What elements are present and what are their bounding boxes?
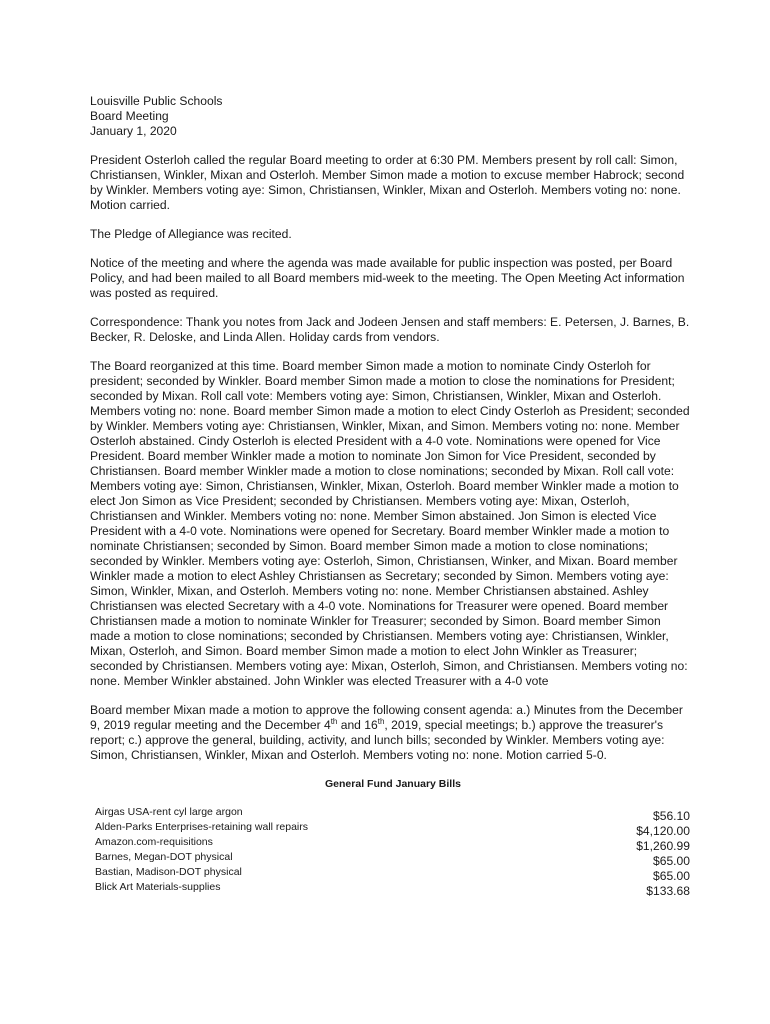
- paragraph-reorganization: The Board reorganized at this time. Board member Simon made a motion to nominate Cindy Osterloh for president; seconded by Winkler. Board member Simon made a motion to close the nominations for President; seconded by Mixan. Roll call vote: Members voting aye: Simon, Christiansen, Winkler, Mixan and Osterloh. Members voting no: none. Board member Simon made a motion to elect Cindy Osterloh as President; seconded by Winkler. Members voting aye: Christiansen, Winkler, Mixan, and Simon. Members voting no: none. Member Osterloh abstained. Cindy Osterloh is elected President with a 4-0 vote. Nominations were opened for Vice President. Board member Winkler made a motion to nominate Jon Simon for Vice President, seconded by Christiansen. Board member Winkler made a motion to close nominations; seconded by Mixan. Roll call vote: Members voting aye: Simon, Christiansen, Winkler, Mixan, Osterloh. Board member Winkler made a motion to elect Jon Simon as Vice President; seconded by Christiansen. Members voting aye: Mixan, Osterloh, Christiansen and Winkler. Members voting no: none. Member Simon abstained. Jon Simon is elected Vice President with a 4-0 vote. Nominations were opened for Secretary. Board member Winkler made a motion to nominate Christiansen; seconded by Simon. Board member Simon made a motion to close nominations; seconded by Winkler. Members voting aye: Osterloh, Simon, Christiansen, Winker, and Mixan. Board member Winkler made a motion to elect Ashley Christiansen as Secretary; seconded by Simon. Members voting aye: Simon, Winkler, Mixan, and Osterloh. Members voting no: none. Member Christiansen abstained. Ashley Christiansen was elected Secretary with a 4-0 vote. Nominations for Treasurer were opened. Board member Christiansen made a motion to nominate Winkler for Treasurer; seconded by Simon. Board member Simon made a motion to close nominations; seconded by Christiansen. Members voting aye: Christiansen, Winkler, Mixan, Osterloh, and Simon. Board member Simon made a motion to elect John Winkler as Treasurer; seconded by Christiansen. Members voting aye: Mixan, Osterloh, Simon, and Christiansen. Members voting no: none. Member Winkler abstained. John Winkler was elected Treasurer with a 4-0 vote: [90, 359, 690, 688]
- ordinal-suffix: th: [330, 716, 338, 726]
- consent-text-part3: , 2019, special meetings; b.) approve the treasurer's report; c.) approve the general, building, activity, and lunch bills; seconded by Winkler. Members voting aye: Simon, Christiansen, Winkler, Mixan and Osterloh. Members voting no: none. Motion carried 5-0.: [90, 718, 665, 762]
- bill-amount: $1,260.99: [636, 839, 690, 853]
- bill-vendor: Blick Art Materials-supplies: [95, 881, 221, 893]
- paragraph-notice: Notice of the meeting and where the agenda was made available for public inspection was posted, per Board Policy, and had been mailed to all Board members mid-week to the meeting. The Open Meeting Act information was posted as required.: [90, 256, 685, 300]
- paragraph-call-to-order: President Osterloh called the regular Board meeting to order at 6:30 PM. Members present by roll call: Simon, Christiansen, Winkler, Mixan and Osterloh. Member Simon made a motion to excuse member Habrock; second by Winkler. Members voting aye: Simon, Christiansen, Winkler, Mixan and Osterloh. Members voting no: none. Motion carried.: [90, 153, 685, 212]
- organization-name: Louisville Public Schools: [90, 94, 223, 108]
- bill-vendor: Alden-Parks Enterprises-retaining wall repairs: [95, 821, 309, 833]
- bill-amount: $133.68: [646, 884, 690, 898]
- meeting-type: Board Meeting: [90, 109, 169, 123]
- meeting-date: January 1, 2020: [90, 124, 177, 138]
- consent-text-part2: and 16: [337, 718, 378, 732]
- list-item: [95, 821, 690, 836]
- list-item: [95, 851, 690, 866]
- list-item: [95, 836, 690, 851]
- paragraph-correspondence: Correspondence: Thank you notes from Jack and Jodeen Jensen and staff members: E. Petersen, J. Barnes, B. Becker, R. Deloske, and Linda Allen. Holiday cards from vendors.: [90, 315, 690, 344]
- bill-amount: $65.00: [653, 869, 690, 883]
- bill-vendor: Barnes, Megan-DOT physical: [95, 851, 233, 863]
- list-item: [95, 881, 690, 896]
- bills-list: [90, 806, 690, 896]
- bill-vendor: Amazon.com-requisitions: [95, 836, 213, 848]
- ordinal-suffix: th: [377, 716, 385, 726]
- list-item: [95, 806, 690, 821]
- bill-vendor: Airgas USA-rent cyl large argon: [95, 806, 243, 818]
- bill-amount: $65.00: [653, 854, 690, 868]
- paragraph-consent-agenda: [90, 703, 690, 763]
- paragraph-pledge: The Pledge of Allegiance was recited.: [90, 227, 292, 241]
- document-header: [90, 94, 690, 139]
- bills-section-title: General Fund January Bills: [325, 778, 461, 790]
- list-item: [95, 866, 690, 881]
- bill-amount: $4,120.00: [636, 824, 690, 838]
- bill-vendor: Bastian, Madison-DOT physical: [95, 866, 242, 878]
- consent-text-part1: Board member Mixan made a motion to approve the following consent agenda: a.) Minutes from the December 9, 2019 regular meeting and the December 4: [90, 703, 683, 732]
- bill-amount: $56.10: [653, 809, 690, 823]
- document-page: [90, 94, 690, 896]
